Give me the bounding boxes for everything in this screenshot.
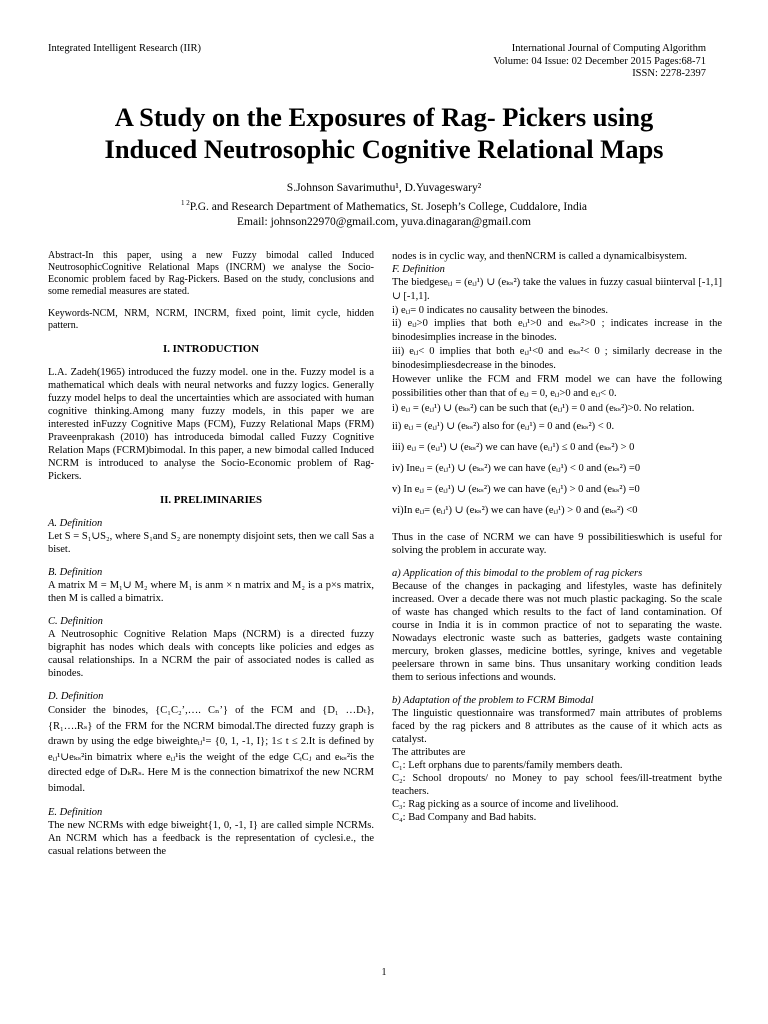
definition-f-heading: F. Definition <box>392 264 445 275</box>
possibility-1: i) eᵢⱼ = (eᵢⱼ¹) ∪ (eₖₛ²) can be such that (eᵢⱼ¹) = 0 and (eₖₛ²)>0. No relation. <box>392 403 695 414</box>
subsection-b-text: The linguistic questionnaire was transformed7 main attributes of problems faced by the rag pickers and 8 attributes as the cause of it which acts as catalyst. <box>392 708 722 745</box>
abstract: Abstract-In this paper, using a new Fuzzy bimodal called Induced NeutrosophicCognitive Relational Maps (INCRM) we analyse the Socio-Economic problem faced by Rag-Pickers. Based on the study, conclusions and some remedial measures are stated. <box>48 250 374 297</box>
keywords: Keywords-NCM, NRM, NCRM, INCRM, fixed point, limit cycle, hidden pattern. <box>48 308 374 331</box>
definition-e-continued: nodes is in cyclic way, and thenNCRM is called a dynamicalbisystem. <box>392 251 688 262</box>
author-affiliation: P.G. and Research Department of Mathematics, St. Joseph’s College, Cuddalore, India <box>189 200 588 213</box>
attribute-c1: C₁: Left orphans due to parents/family members death. <box>392 760 623 771</box>
introduction-text: L.A. Zadeh(1965) introduced the fuzzy model. one in the. Fuzzy model is a mathematical which deals with neural networks and fuzzy logics. Generally fuzzy model helps to deal the uncertainties which are associated with human cognitive thinking.Among many fuzzy models, in this paper we are interested inFuzzy Cognitive Maps (FCM), Fuzzy Relational Maps (FRM) Praveenprakash (2010) has introduceda bimodal called Fuzzy Cognitive Relation Maps (FCRM)bimodal. In this paper, a new bimodal called Induced NCRM is introduced to analyse the Socio-Economic problem of Rag-Pickers. <box>48 367 374 482</box>
definition-c-text: A Neutrosophic Cognitive Relation Maps (NCRM) is a directed fuzzy bigraphit has nodes which deals with concepts like policies and edges as causal relationships. In a NCRM the pair of associated nodes is called as binodes. <box>48 629 374 679</box>
subsection-b-heading: b) Adaptation of the problem to FCRM Bimodal <box>392 695 594 706</box>
definition-b-text: A matrix M = M₁∪ M₂ where M₁ is anm × n matrix and M₂ is a p×s matrix, then M is called a bimatrix. <box>48 580 374 604</box>
thus-text: Thus in the case of NCRM we can have 9 possibilitieswhich is useful for solving the problem in accurate way. <box>392 532 722 556</box>
title-line-1: A Study on the Exposures of Rag- Pickers using <box>114 102 654 132</box>
possibility-2: ii) eᵢⱼ = (eᵢⱼ¹) ∪ (eₖₛ²) also for (eᵢⱼ¹) = 0 and (eₖₛ²) < 0. <box>392 421 615 432</box>
definition-e-heading: E. Definition <box>48 807 103 818</box>
definition-f-text: The biedgeseᵢⱼ = (eᵢⱼ¹) ∪ (eₖₛ²) take the values in fuzzy casual biinterval [-1,1] ∪ [-1,1]. <box>392 277 722 302</box>
definition-c-heading: C. Definition <box>48 616 103 627</box>
journal-info <box>493 43 706 81</box>
attributes-intro: The attributes are <box>392 747 466 758</box>
definition-a-text: Let S = S₁∪S₂, where S₁and S₂ are nonempty disjoint sets, then we call Sas a biset. <box>48 531 374 555</box>
affiliation-mark: 1 2 <box>180 199 190 207</box>
right-column <box>392 250 722 824</box>
left-column <box>48 250 374 858</box>
possibility-5: v) In eᵢⱼ = (eᵢⱼ¹) ∪ (eₖₛ²) we can have (eᵢⱼ¹) > 0 and (eₖₛ²) =0 <box>392 484 640 495</box>
paper-title <box>0 101 768 165</box>
subsection-a-heading: a) Application of this bimodal to the problem of rag pickers <box>392 568 643 579</box>
possibility-4: iv) Ineᵢⱼ = (eᵢⱼ¹) ∪ (eₖₛ²) we can have (eᵢⱼ¹) < 0 and (eₖₛ²) =0 <box>392 463 641 474</box>
attribute-c4: C₄: Bad Company and Bad habits. <box>392 812 537 823</box>
attribute-c3: C₃: Rag picking as a source of income and livelihood. <box>392 799 619 810</box>
subsection-a-text: Because of the changes in packaging and lifestyles, waste has definitely increased. Over a decade there was not much plastic packaging. So the scale of waste has changed which results to the fact of land contamination. Of course in India it is in common practice of not to separating the waste. Nowadays electronic waste such as batteries, gadgets waste containing mercury, broken glasses, medicine bottles, syringe, knives and vegetable peelersare thrown in same bins. Thus unsanitary working condition leads them to serious infections and wounds. <box>392 581 722 683</box>
case-i: i) eᵢⱼ= 0 indicates no causality between the binodes. <box>392 305 608 316</box>
section-heading-introduction: I. INTRODUCTION <box>163 343 259 355</box>
journal-issn: ISSN: 2278-2397 <box>632 68 706 79</box>
page-number: 1 <box>381 967 387 978</box>
definition-e-text: The new NCRMs with edge biweight{1, 0, -1, I} are called simple NCRMs. An NCRM which has a feedback is the representation of cyclesi.e., the casual relations between the <box>48 820 374 857</box>
author-email: Email: johnson22970@gmail.com, yuva.dinagaran@gmail.com <box>237 215 531 228</box>
section-heading-preliminaries: II. PRELIMINARIES <box>160 494 262 506</box>
journal-name: International Journal of Computing Algorithm <box>511 43 706 54</box>
definition-a-heading: A. Definition <box>48 518 103 529</box>
case-ii: ii) eᵢⱼ>0 implies that both eᵢⱼ¹>0 and eₖₛ²>0 ; indicates increase in the binodesimplies increase in the binodes. <box>392 318 722 343</box>
definition-d-heading: D. Definition <box>48 691 104 702</box>
author-block <box>0 181 768 230</box>
author-names: S.Johnson Savarimuthu¹, D.Yuvageswary² <box>286 182 482 194</box>
attribute-c2: C₂: School dropouts/ no Money to pay school fees/ill-treatment bythe teachers. <box>392 773 722 797</box>
journal-volume: Volume: 04 Issue: 02 December 2015 Pages:68-71 <box>493 55 706 67</box>
possibility-6: vi)In eᵢⱼ= (eᵢⱼ¹) ∪ (eₖₛ²) we can have (eᵢⱼ¹) > 0 and (eₖₛ²) <0 <box>392 505 638 516</box>
case-iii: iii) eᵢⱼ< 0 implies that both eᵢⱼ¹<0 and eₖₛ²< 0 ; similarly decrease in the binodesimpliesdecrease in the binodes. <box>392 346 722 371</box>
author-affiliation-line <box>0 196 768 215</box>
journal-publisher: Integrated Intelligent Research (IIR) <box>48 43 202 54</box>
definition-b-heading: B. Definition <box>48 567 103 578</box>
possibility-3: iii) eᵢⱼ = (eᵢⱼ¹) ∪ (eₖₛ²) we can have (eᵢⱼ¹) ≤ 0 and (eₖₛ²) > 0 <box>392 442 635 453</box>
however-text: However unlike the FCM and FRM model we can have the following possibilities other than that of eᵢⱼ = 0, eᵢⱼ>0 and eᵢⱼ< 0. <box>392 374 722 399</box>
definition-d-text: Consider the binodes, {C₁C₂’,…. Cₙ’} of the FCM and {D₁ …Dₜ}, {R₁….Rₛ} of the FRM for the NCRM bimodal.The directed fuzzy graph is drawn by using the edge biweighteᵢⱼ¹= {0, 1, -1, I}; 1≤ t ≤ 2.It is defined by eᵢⱼ¹∪eₖₛ²in bimatrix where eᵢⱼ¹is the weight of the edge CᵢCⱼ and eₖₛ²is the directed edge of DₖRₛ. Here M is the connection bimatrixof the new NCRM bimodal. <box>48 705 374 794</box>
title-line-2: Induced Neutrosophic Cognitive Relational Maps <box>104 134 664 164</box>
